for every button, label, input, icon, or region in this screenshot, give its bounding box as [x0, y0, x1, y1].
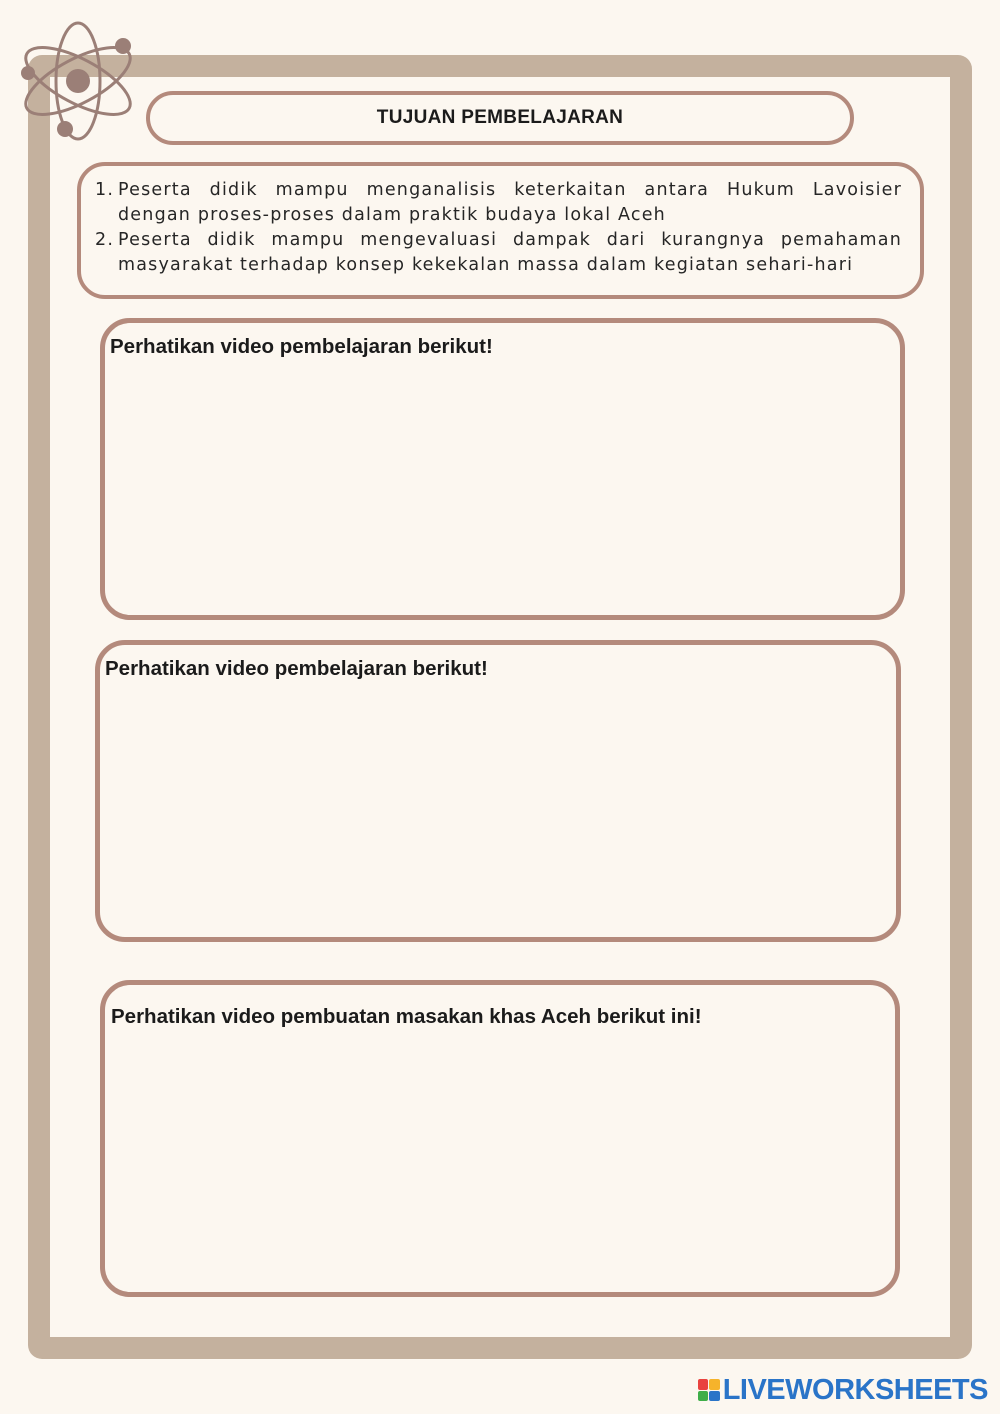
atom-icon — [12, 18, 147, 143]
goal-number: 2. — [95, 230, 115, 250]
title-box — [146, 91, 854, 145]
liveworksheets-logo-icon — [698, 1379, 720, 1401]
goal-item — [95, 178, 902, 228]
video-box-label: Perhatikan video pembuatan masakan khas Aceh berikut ini! — [111, 1005, 702, 1028]
video-box-2[interactable] — [95, 640, 901, 942]
video-box-3[interactable] — [100, 980, 900, 1297]
learning-goals-box — [77, 162, 924, 299]
goal-item — [95, 228, 902, 278]
liveworksheets-watermark — [698, 1375, 988, 1405]
goal-text: Peserta didik mampu menganalisis keterkaitan antara Hukum Lavoisier dengan proses-proses dalam praktik budaya lokal Aceh — [118, 180, 902, 225]
brand-name: LIVEWORKSHEETS — [722, 1373, 988, 1406]
video-box-label: Perhatikan video pembelajaran berikut! — [105, 657, 488, 680]
goal-number: 1. — [95, 180, 115, 200]
page-title: TUJUAN PEMBELAJARAN — [376, 107, 624, 128]
video-box-label: Perhatikan video pembelajaran berikut! — [110, 335, 493, 358]
goal-text: Peserta didik mampu mengevaluasi dampak dari kurangnya pemahaman masyarakat terhadap konsep kekekalan massa dalam kegiatan sehari-hari — [118, 230, 902, 275]
video-box-1[interactable] — [100, 318, 905, 620]
